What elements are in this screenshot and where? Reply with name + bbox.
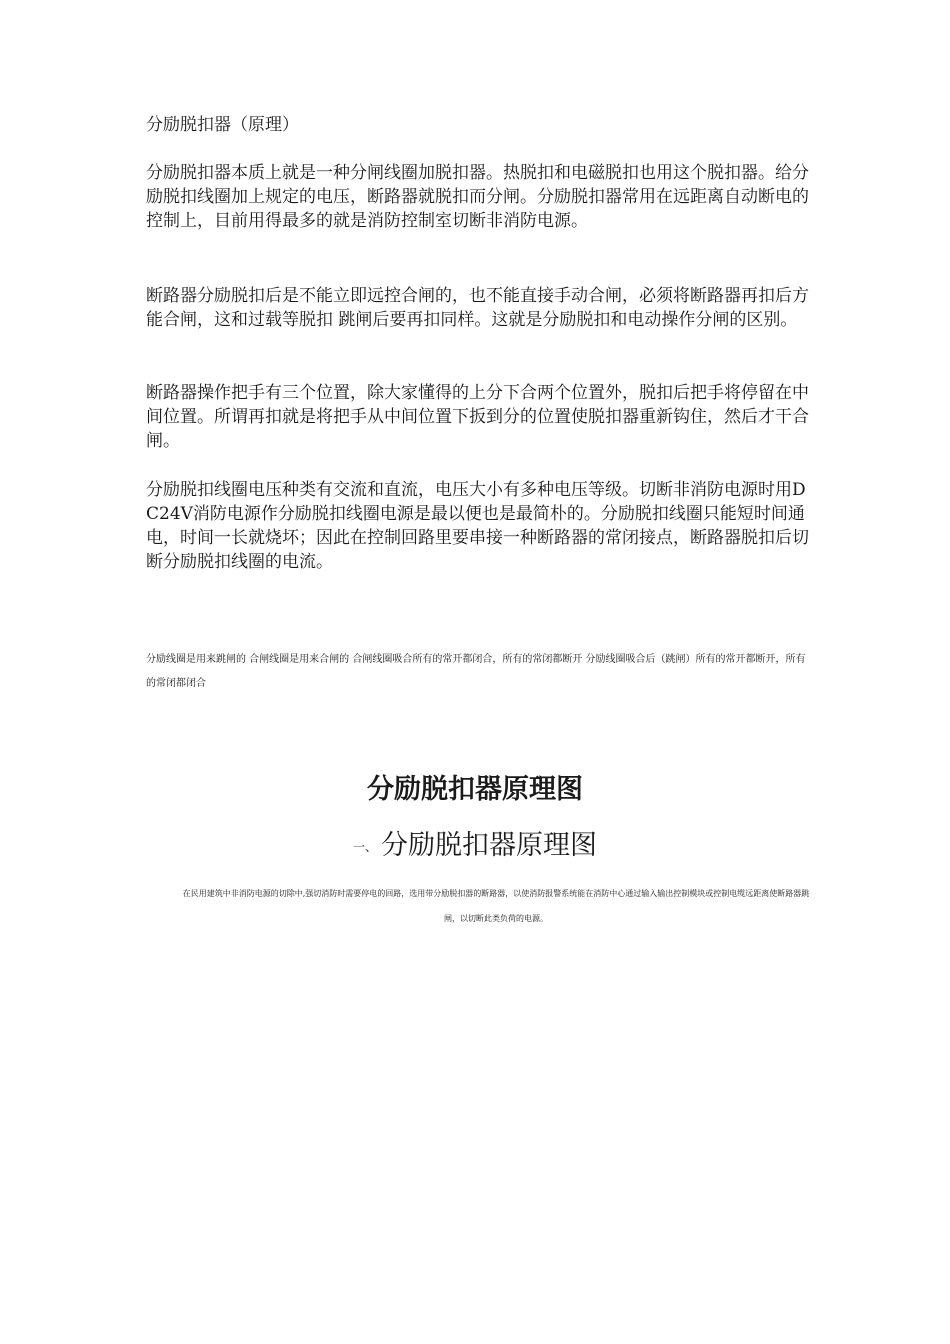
paragraph-4: 分励脱扣线圈电压种类有交流和直流，电压大小有多种电压等级。切断非消防电源时用DC24V消防电源作分励脱扣线圈电源是最以便也是最简朴的。分励脱扣线圈只能短时间通电，时间一长就烧坏；因此在控制回路里要串接一种断路器的常闭接点，断路器脱扣后切断分励脱扣线圈的电流。 (146, 480, 809, 572)
coil-note: 分励线圈是用来跳闸的 合闸线圈是用来合闸的 合闸线圈吸合所有的常开都闭合，所有的常闭都断开 分励线圈吸合后（跳闸）所有的常开都断开，所有的常闭都闭合 (146, 654, 806, 689)
subsection-number: 一、 (352, 839, 377, 854)
footnote-paragraph: 在民用建筑中非消防电源的切除中,强切消防时需要停电的回路，选用带分励脱扣器的断路器，以使消防报警系统能在消防中心通过输入输出控制模块或控制电缆远距离使断路器跳闸，以切断此类负荷的电源。 (182, 889, 810, 923)
section-title: 分励脱扣器原理图 (367, 774, 583, 805)
paragraph-1: 分励脱扣器本质上就是一种分闸线圈加脱扣器。热脱扣和电磁脱扣也用这个脱扣器。给分励脱扣线圈加上规定的电压，断路器就脱扣而分闸。分励脱扣器常用在远距离自动断电的控制上，目前用得最多的就是消防控制室切断非消防电源。 (146, 163, 809, 231)
paragraph-2: 断路器分励脱扣后是不能立即远控合闸的，也不能直接手动合闸，必须将断路器再扣后方能合闸，这和过载等脱扣 跳闸后要再扣同样。这就是分励脱扣和电动操作分闸的区别。 (146, 286, 809, 330)
document-heading: 分励脱扣器（原理） (146, 115, 299, 135)
paragraph-3: 断路器操作把手有三个位置，除大家懂得的上分下合两个位置外，脱扣后把手将停留在中间位置。所谓再扣就是将把手从中间位置下扳到分的位置使脱扣器重新钩住，然后才干合闸。 (146, 383, 809, 451)
subsection-title-row (0, 826, 950, 867)
subsection-title: 分励脱扣器原理图 (381, 830, 597, 861)
